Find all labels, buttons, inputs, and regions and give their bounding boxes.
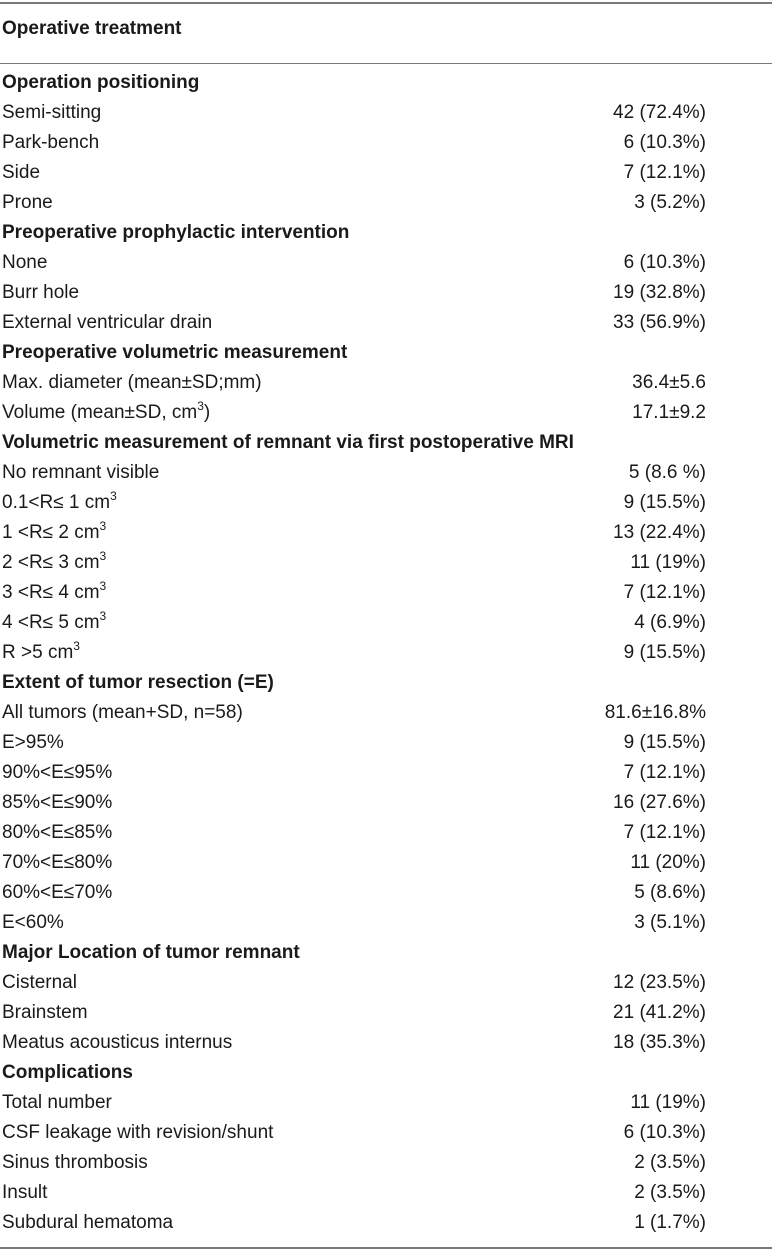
- row-value: 36.4±5.6: [632, 372, 706, 393]
- row-label: [2, 248, 47, 278]
- row-value: 33 (56.9%): [613, 312, 706, 333]
- table-row: [0, 1178, 772, 1208]
- row-label-text: Sinus thrombosis: [2, 1152, 148, 1173]
- row-value: 6 (10.3%): [623, 252, 706, 273]
- row-label-text: CSF leakage with revision/shunt: [2, 1122, 274, 1143]
- row-value: 4 (6.9%): [634, 612, 706, 633]
- table-row: [0, 578, 772, 608]
- row-value: 9 (15.5%): [623, 642, 706, 663]
- table-row: [0, 518, 772, 548]
- row-label: [2, 608, 106, 638]
- section-header-row: [0, 1058, 772, 1088]
- table-bottom-rule: [0, 1247, 772, 1249]
- table-row: [0, 908, 772, 938]
- row-label-text: 3 <R≤ 4 cm: [2, 582, 100, 603]
- row-label-text: Max. diameter (mean±SD;mm): [2, 372, 262, 393]
- table-header-rule: [0, 63, 772, 64]
- row-value: 18 (35.3%): [613, 1032, 706, 1053]
- row-label: [2, 518, 106, 548]
- row-label: [2, 98, 101, 128]
- unit-superscript: 3: [99, 518, 107, 533]
- row-value: 9 (15.5%): [623, 732, 706, 753]
- section-header-row: [0, 338, 772, 368]
- row-value: 7 (12.1%): [623, 582, 706, 603]
- row-label-text: E>95%: [2, 732, 64, 753]
- table-row: [0, 608, 772, 638]
- section-title: [2, 218, 349, 248]
- table-top-rule: [0, 2, 772, 4]
- row-value: 2 (3.5%): [634, 1152, 706, 1173]
- row-label: [2, 1088, 112, 1118]
- unit-superscript: 3: [99, 608, 107, 623]
- section-title: [2, 338, 347, 368]
- row-label-text: 0.1<R≤ 1 cm: [2, 492, 111, 513]
- row-label: [2, 788, 112, 818]
- row-label-text: Side: [2, 162, 41, 183]
- row-label: [2, 548, 106, 578]
- row-label-text: Extent of tumor resection (=E): [2, 672, 274, 693]
- row-label-text: No remnant visible: [2, 462, 160, 483]
- table-row: [0, 728, 772, 758]
- row-value: 13 (22.4%): [613, 522, 706, 543]
- row-label: [2, 398, 210, 428]
- unit-superscript: 3: [99, 548, 107, 563]
- row-label-text: R >5 cm: [2, 642, 74, 663]
- row-label: [2, 158, 40, 188]
- table-row: [0, 248, 772, 278]
- table-row: [0, 368, 772, 398]
- row-value: 9 (15.5%): [623, 492, 706, 513]
- unit-superscript: 3: [110, 488, 117, 503]
- table-row: [0, 98, 772, 128]
- section-header-row: [0, 938, 772, 968]
- section-header-row: [0, 218, 772, 248]
- table-row: [0, 488, 772, 518]
- row-label-text: 85%<E≤90%: [2, 792, 113, 813]
- row-label-text: Semi-sitting: [2, 102, 102, 123]
- row-label-text: Complications: [2, 1062, 133, 1083]
- row-label: [2, 1148, 148, 1178]
- row-label-text: Prone: [2, 192, 53, 213]
- table-row: [0, 398, 772, 428]
- section-header-row: [0, 668, 772, 698]
- row-label: [2, 728, 64, 758]
- row-label: [2, 998, 88, 1028]
- row-label-text: 1 <R≤ 2 cm: [2, 522, 100, 543]
- table-row: [0, 698, 772, 728]
- table-row: [0, 788, 772, 818]
- row-label-text: None: [2, 252, 48, 273]
- table-row: [0, 1088, 772, 1118]
- row-label: [2, 1208, 173, 1238]
- row-label: [2, 758, 112, 788]
- row-label-text: 60%<E≤70%: [2, 882, 113, 903]
- row-label-text: 4 <R≤ 5 cm: [2, 612, 100, 633]
- row-label: [2, 878, 112, 908]
- table-row: [0, 458, 772, 488]
- row-value: 17.1±9.2: [632, 402, 706, 423]
- row-label-text: Total number: [2, 1092, 112, 1113]
- table-row: [0, 1208, 772, 1238]
- row-label-text: External ventricular drain: [2, 312, 213, 333]
- row-label: [2, 1118, 273, 1148]
- table-row: [0, 128, 772, 158]
- row-label-text: Subdural hematoma: [2, 1212, 174, 1233]
- row-label-text: 70%<E≤80%: [2, 852, 113, 873]
- table-row: [0, 278, 772, 308]
- table-row: [0, 968, 772, 998]
- section-header-row: [0, 68, 772, 98]
- row-label: [2, 188, 53, 218]
- row-value: 6 (10.3%): [623, 132, 706, 153]
- section-header-row: [0, 428, 772, 458]
- row-value: 11 (19%): [630, 552, 706, 573]
- row-value: 7 (12.1%): [623, 162, 706, 183]
- row-label-text: Cisternal: [2, 972, 77, 993]
- row-value: 19 (32.8%): [613, 282, 706, 303]
- row-label: [2, 578, 106, 608]
- table-row: [0, 1118, 772, 1148]
- row-label-text: E<60%: [2, 912, 64, 933]
- row-label-text: Volumetric measurement of remnant via first postoperative MRI: [2, 432, 574, 453]
- row-label: [2, 308, 212, 338]
- row-label-text: Operation positioning: [2, 72, 200, 93]
- row-label-text: Brainstem: [2, 1002, 88, 1023]
- row-value: 7 (12.1%): [623, 762, 706, 783]
- section-title: [2, 1058, 133, 1088]
- row-label: [2, 488, 117, 518]
- table-body: [0, 68, 772, 1238]
- table-row: [0, 998, 772, 1028]
- row-label: [2, 458, 159, 488]
- row-value: 7 (12.1%): [623, 822, 706, 843]
- row-label-text: Insult: [2, 1182, 48, 1203]
- row-label-text: 2 <R≤ 3 cm: [2, 552, 100, 573]
- row-label: [2, 848, 112, 878]
- row-label: [2, 1178, 47, 1208]
- row-label-text: 80%<E≤85%: [2, 822, 113, 843]
- row-label: [2, 128, 99, 158]
- row-value: 3 (5.2%): [634, 192, 706, 213]
- row-label-text: Meatus acousticus internus: [2, 1032, 233, 1053]
- table-row: [0, 548, 772, 578]
- table-row: [0, 758, 772, 788]
- unit-superscript: 3: [73, 638, 80, 653]
- row-value: 21 (41.2%): [613, 1002, 706, 1023]
- row-label: [2, 1028, 232, 1058]
- row-value: 2 (3.5%): [634, 1182, 706, 1203]
- table-row: [0, 818, 772, 848]
- row-label-suffix: ): [203, 402, 211, 423]
- table-row: [0, 878, 772, 908]
- row-value: 3 (5.1%): [634, 912, 706, 933]
- row-label: [2, 968, 77, 998]
- table-row: [0, 158, 772, 188]
- row-label-text: 90%<E≤95%: [2, 762, 113, 783]
- row-label-text: Preoperative prophylactic intervention: [2, 222, 350, 243]
- table-header: Operative treatment: [2, 18, 182, 39]
- row-label-text: Major Location of tumor remnant: [2, 942, 300, 963]
- row-value: 5 (8.6%): [634, 882, 706, 903]
- table-row: [0, 188, 772, 218]
- row-value: 81.6±16.8%: [604, 702, 706, 723]
- row-label: [2, 818, 112, 848]
- table-row: [0, 1148, 772, 1178]
- row-value: 16 (27.6%): [613, 792, 706, 813]
- unit-superscript: 3: [197, 398, 204, 413]
- table-row: [0, 848, 772, 878]
- row-label: [2, 908, 64, 938]
- row-label: [2, 278, 79, 308]
- section-title: [2, 938, 300, 968]
- row-label-text: All tumors (mean+SD, n=58): [2, 702, 243, 723]
- row-label: [2, 368, 262, 398]
- table-row: [0, 638, 772, 668]
- row-value: 6 (10.3%): [623, 1122, 706, 1143]
- table-row: [0, 1028, 772, 1058]
- row-label-text: Burr hole: [2, 282, 80, 303]
- table-row: [0, 308, 772, 338]
- section-title: [2, 428, 574, 458]
- row-label-text: Preoperative volumetric measurement: [2, 342, 348, 363]
- unit-superscript: 3: [99, 578, 107, 593]
- section-title: [2, 668, 274, 698]
- row-label-text: Volume (mean±SD, cm: [2, 402, 198, 423]
- row-value: 12 (23.5%): [613, 972, 706, 993]
- row-label: [2, 638, 80, 668]
- row-label: [2, 698, 243, 728]
- row-value: 42 (72.4%): [613, 102, 706, 123]
- row-value: 11 (20%): [630, 852, 706, 873]
- row-label-text: Park-bench: [2, 132, 100, 153]
- row-value: 5 (8.6 %): [628, 462, 706, 483]
- row-value: 1 (1.7%): [634, 1212, 706, 1233]
- section-title: [2, 68, 199, 98]
- row-value: 11 (19%): [630, 1092, 706, 1113]
